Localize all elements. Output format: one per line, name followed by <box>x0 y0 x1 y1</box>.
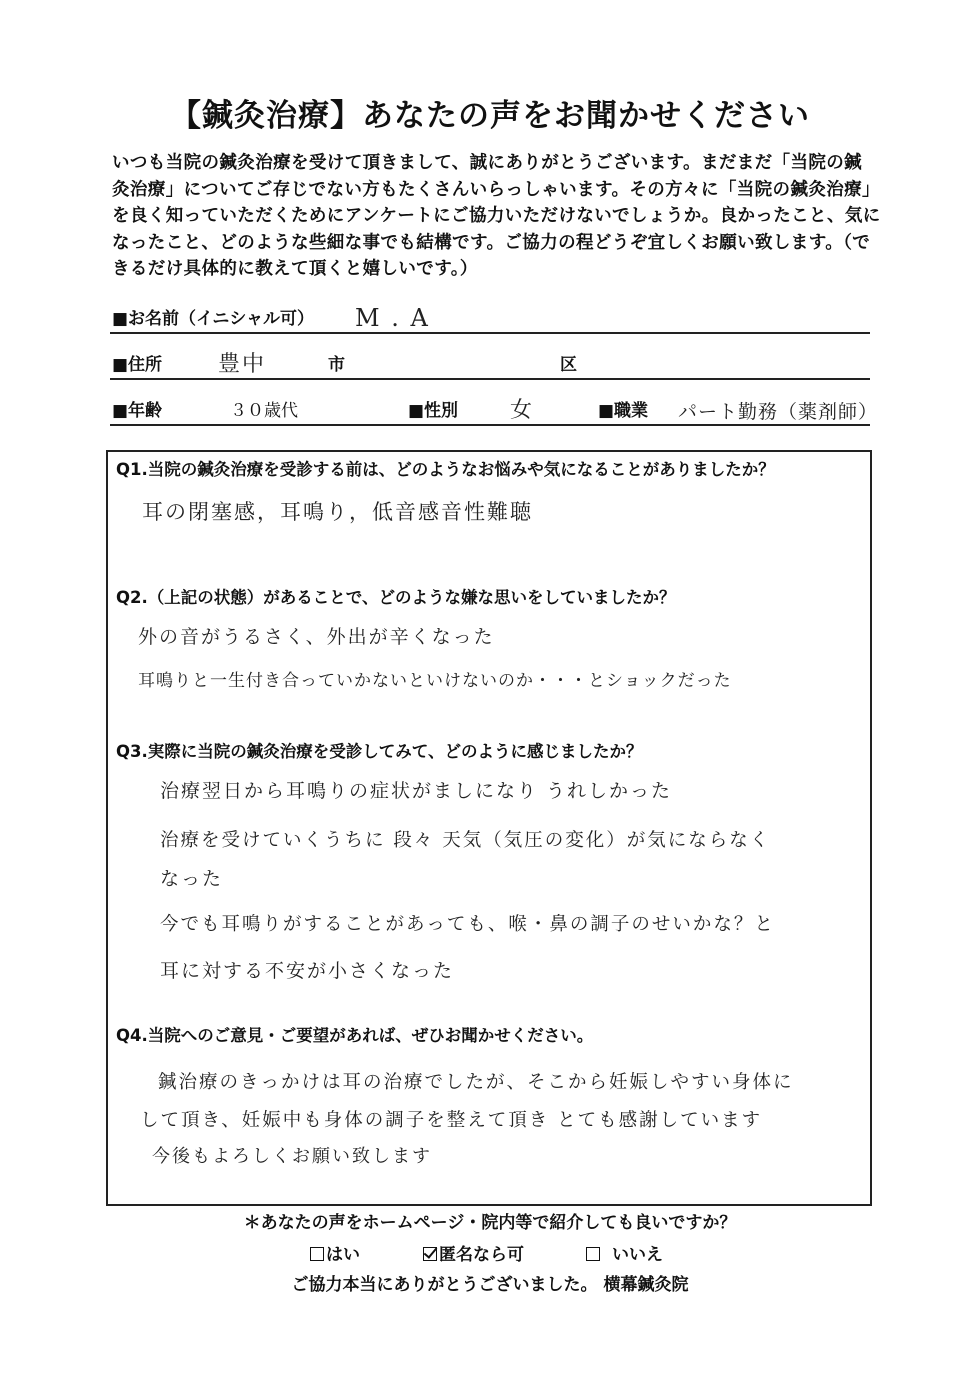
address-label: ■住所 <box>112 355 163 375</box>
checkbox-checked-icon[interactable] <box>423 1247 437 1261</box>
address-city-value: 豊中 <box>218 352 267 377</box>
answer-1-line: 耳の閉塞感，耳鳴り，低音感音性難聴 <box>142 500 533 524</box>
option-anonymous-label: 匿名なら可 <box>439 1245 524 1265</box>
age-label: ■年齢 <box>112 401 163 421</box>
job-label: ■職業 <box>598 401 649 421</box>
intro-line: きるだけ具体的に教えて頂くと嬉しいです。） <box>112 259 478 279</box>
address-row <box>110 344 870 380</box>
option-anonymous[interactable] <box>423 1240 524 1265</box>
answer-3-line: 治療翌日から耳鳴りの症状がましになり うれしかった <box>160 780 673 802</box>
question-3: Q3.実際に当院の鍼灸治療を受診してみて、どのように感じましたか？ <box>116 742 643 761</box>
thanks-text: ご協力本当にありがとうございました。 横幕鍼灸院 <box>291 1275 689 1295</box>
option-no[interactable] <box>586 1240 663 1265</box>
answer-3-line: なった <box>160 868 224 890</box>
answer-2-line: 外の音がうるさく、外出が辛くなった <box>138 626 495 648</box>
answer-4-line: して頂き、妊娠中も身体の調子を整えて頂き とても感謝しています <box>140 1110 763 1131</box>
questions-box <box>106 450 872 1206</box>
consent-question: ＊あなたの声をホームページ・院内等で紹介しても良いですか？ <box>243 1213 737 1233</box>
address-city-label: 市 <box>328 355 345 375</box>
question-2: Q2.（上記の状態）があることで、どのような嫌な思いをしていましたか？ <box>116 588 676 607</box>
answer-4-line: 今後もよろしくお願い致します <box>152 1146 432 1167</box>
answer-3-line: 治療を受けていくうちに 段々 天気（気圧の変化）が気にならなく <box>160 830 771 851</box>
checkbox-icon[interactable] <box>310 1247 324 1261</box>
option-no-label: いいえ <box>612 1245 663 1265</box>
option-yes[interactable] <box>310 1240 360 1265</box>
answer-2-line: 耳鳴りと一生付き合っていかないといけないのか・・・とショックだった <box>138 671 732 691</box>
answer-3-line: 今でも耳鳴りがすることがあっても、喉・鼻の調子のせいかな？と <box>160 914 775 935</box>
job-value: パート勤務（薬剤師） <box>678 401 879 423</box>
name-row <box>110 298 870 334</box>
profile-row <box>110 390 879 426</box>
name-value: M . A <box>355 304 430 332</box>
answer-4-line: 鍼治療のきっかけは耳の治療でしたが、そこから妊娠しやすい身体に <box>158 1072 794 1093</box>
intro-line: いつも当院の鍼灸治療を受けて頂きまして、誠にありがとうございます。まだまだ「当院の鍼 <box>112 153 863 173</box>
gender-value: 女 <box>510 398 535 423</box>
option-yes-label: はい <box>326 1245 360 1265</box>
page-title: 【鍼灸治療】あなたの声をお聞かせください <box>170 98 810 134</box>
answer-3-line: 耳に対する不安が小さくなった <box>160 960 455 982</box>
intro-line: 灸治療」についてご存じでない方もたくさんいらっしゃいます。その方々に「当院の鍼灸治療」 <box>112 179 880 200</box>
intro-line: を良く知っていただくためにアンケートにご協力いただけないでしょうか。良かったこと、気に <box>112 206 881 226</box>
question-4: Q4.当院へのご意見・ご要望があれば、ぜひお聞かせください。 <box>116 1026 594 1045</box>
gender-label: ■性別 <box>408 401 459 421</box>
question-1: Q1.当院の鍼灸治療を受診する前は、どのようなお悩みや気になることがありましたか？ <box>116 460 775 479</box>
intro-text <box>112 150 882 283</box>
checkbox-icon[interactable] <box>586 1247 600 1261</box>
age-value: ３０歳代 <box>230 401 298 421</box>
address-ward-label: 区 <box>560 355 577 375</box>
intro-line: なったこと、どのような些細な事でも結構です。ご協力の程どうぞ宜しくお願い致します。（で <box>112 232 871 253</box>
name-label: ■お名前（イニシャル可） <box>112 309 315 329</box>
